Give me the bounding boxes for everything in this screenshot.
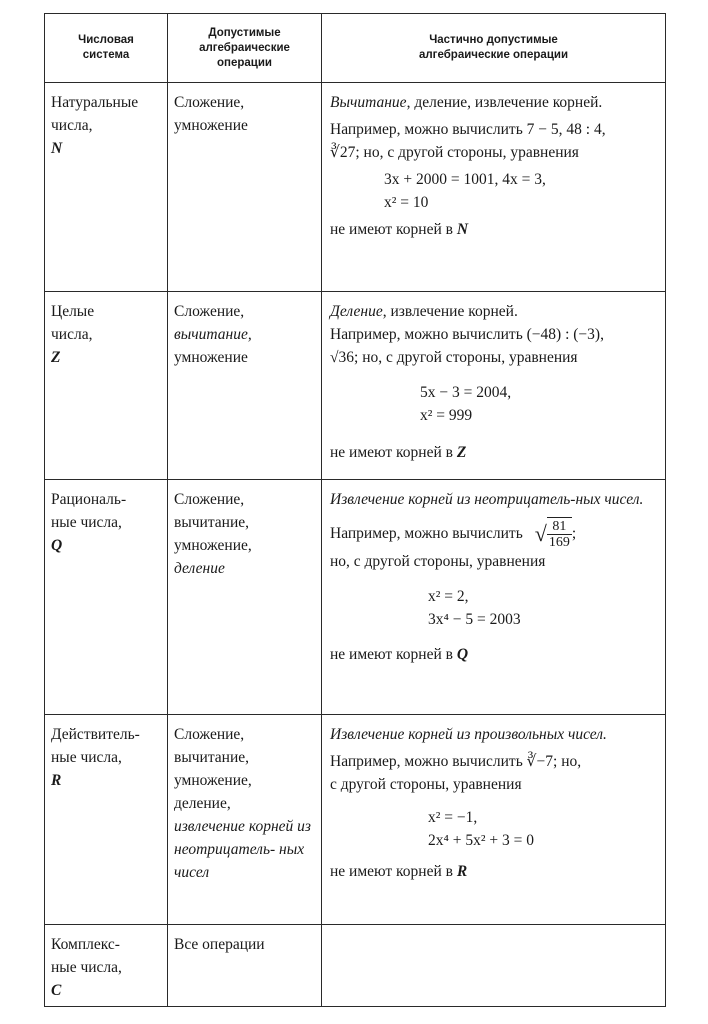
header-row [45,14,666,83]
partial-cell: Извлечение корней из неотрицатель-ных чисел. Например, можно вычислить √ $\frac{81}{169}$ ; но, с другой стороны, уравнения x² = 2, 3x⁴ − 5 = 2003 не имеют корней в Q [322,480,666,715]
system-cell: Рациональ- ные числа, Q [45,480,168,715]
partial-cell: Вычитание, деление, извлечение корней. Например, можно вычислить 7 − 5, 48 : 4, ∛27; но, с другой стороны, уравнения 3x + 2000 = 1001, 4x = 3, x² = 10 не имеют корней в N [322,83,666,292]
table-row [45,83,666,292]
partial-cell [322,925,666,1007]
table-row [45,925,666,1007]
header-partial-operations: Частично допустимые алгебраические операции [322,14,666,83]
allowed-cell: Сложение, вычитание, умножение [168,292,322,480]
system-cell: Комплекс- ные числа, C [45,925,168,1007]
table-row [45,480,666,715]
partial-cell: Извлечение корней из произвольных чисел. Например, можно вычислить ∛−7; но, с другой стороны, уравнения x² = −1, 2x⁴ + 5x² + 3 = 0 не имеют корней в R [322,715,666,925]
allowed-cell: Все операции [168,925,322,1007]
allowed-cell: Сложение, вычитание, умножение, деление, извлечение корней из неотрицатель- ных чисел [168,715,322,925]
system-cell: Натуральные числа, N [45,83,168,292]
partial-cell: Деление, извлечение корней. Например, можно вычислить (−48) : (−3), √36; но, с другой стороны, уравнения 5x − 3 = 2004, x² = 999 не имеют корней в Z [322,292,666,480]
allowed-cell: Сложение, умножение [168,83,322,292]
system-cell: Действитель- ные числа, R [45,715,168,925]
number-systems-table [44,13,666,1007]
allowed-cell: Сложение, вычитание, умножение, деление [168,480,322,715]
sqrt-fraction: √ $\frac{81}{169}$ ; [534,519,577,550]
header-allowed-operations: Допустимые алгебраические операции [168,14,322,83]
system-cell: Целые числа, Z [45,292,168,480]
table-row [45,715,666,925]
table-row [45,292,666,480]
header-number-system: Числовая система [45,14,168,83]
